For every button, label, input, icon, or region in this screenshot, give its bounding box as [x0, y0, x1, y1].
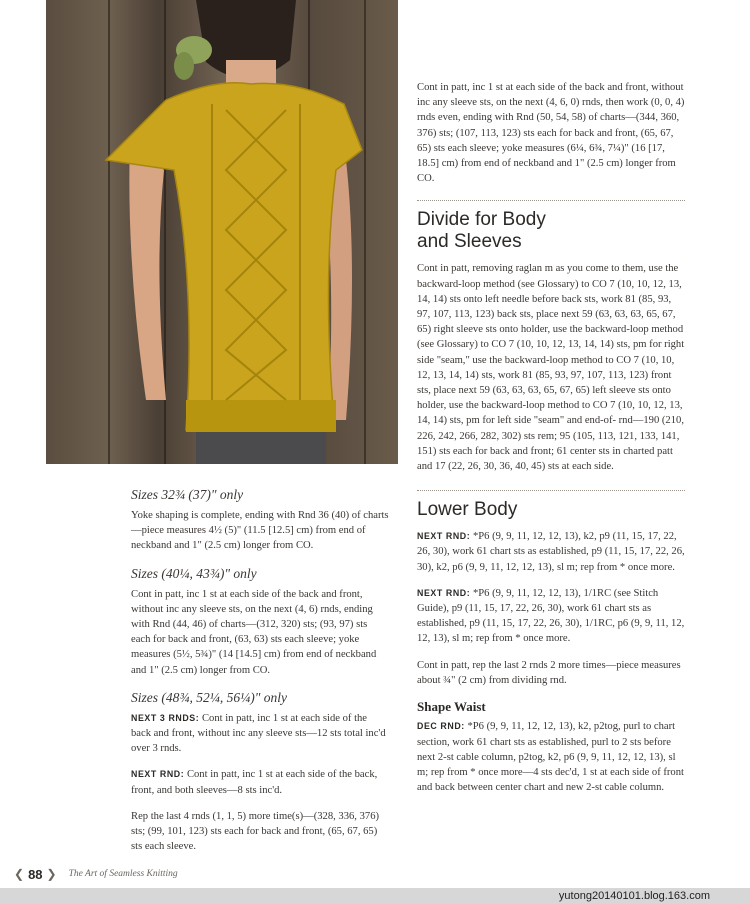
book-title: The Art of Seamless Knitting — [68, 869, 178, 879]
left-text-column — [131, 486, 389, 865]
watermark-text: yutong20140101.blog.163.com — [558, 890, 710, 902]
size-heading-small: Sizes 32¾ (37)" only — [131, 487, 244, 502]
size-medium-instructions: Cont in patt, inc 1 st at each side of the back and front, without inc any sleeve sts, on the next (4, 6) rnds, ending with Rnd (44, 46) of charts—(312, 320) sts; (93, 97) sts each for back and front, (63, 63) sts each sleeve; yoke measures (5½, 5¾)" (14 [14.5] cm) from end of neckband and 1" (2.5 cm) longer from CO. — [131, 588, 377, 676]
instruction-keyword: DEC RND: — [417, 721, 465, 732]
dec-rnd-instruction — [417, 719, 685, 795]
instruction-text: *P6 (9, 9, 11, 12, 12, 13), k2, p2tog, purl to chart section, work 61 chart sts as established, purl to 2 sts before next 2-st cable column, p2tog, k2, p6 (9, 9, 11, 12, 12, 13), sl m; rep from * once more—4 sts dec'd, 1 st at each side of front and back between center chart and new 2-st cable column. — [417, 721, 684, 794]
instruction-text: *P6 (9, 9, 11, 12, 12, 13), k2, p9 (11, 15, 17, 22, 26, 30), work 61 chart sts as established, p9 (11, 15, 17, 22, 26, 30), k2, p6 (9, 9, 11, 12, 12, 13), sl m; rep from * once more. — [417, 531, 685, 573]
right-text-column — [417, 80, 685, 806]
watermark-bar — [0, 888, 750, 904]
instruction-keyword: NEXT RND: — [417, 531, 471, 542]
intro-instructions: Cont in patt, inc 1 st at each side of the back and front, without inc any sleeve sts, on the next (4, 6, 0) rnds, then work (0, 0, 4) rnds even, ending with Rnd (50, 54, 58) of charts—(344, 360, 376) sts; (107, 113, 123) sts each for back and front, (65, 67, 65) sts each sleeve; yoke measures (6¼, 6¾, 7¼)" (16 [17, 18.5] cm) from end of neckband and 1" (2.5 cm) longer from CO. — [417, 82, 685, 185]
lower-next-rnd-1 — [417, 529, 685, 575]
sweater-illustration — [46, 0, 398, 464]
page-footer — [14, 864, 178, 884]
instruction-keyword: NEXT RND: — [417, 587, 471, 598]
shape-waist-heading: Shape Waist — [417, 699, 486, 715]
lower-next-rnd-2 — [417, 586, 685, 647]
next-rnd-instruction — [131, 767, 389, 797]
lower-repeat-instruction: Cont in patt, rep the last 2 rnds 2 more times—piece measures about ¾" (2 cm) from dividing rnd. — [417, 659, 681, 686]
divide-heading-line2: and Sleeves — [417, 231, 522, 253]
divide-heading-line1: Divide for Body — [417, 209, 546, 231]
instruction-text: Cont in patt, inc 1 st at each side of the back and front, without inc any sleeve sts—12 sts total inc'd over 3 rnds. — [131, 712, 386, 755]
ornament-right-icon: ❯ — [46, 866, 57, 881]
divide-section-heading — [417, 200, 685, 253]
size-heading-large: Sizes (48¾, 52¼, 56¼)" only — [131, 689, 288, 705]
size-heading-medium: Sizes (40¼, 43¾)" only — [131, 565, 257, 581]
ornament-left-icon: ❮ — [14, 866, 25, 881]
instruction-text: *P6 (9, 9, 11, 12, 12, 13), 1/1RC (see Stitch Guide), p9 (11, 15, 17, 22, 26, 30), work 61 chart sts as established, p9 (11, 15, 17, 22, 26, 30), 1/1RC, p6 (9, 9, 11, 12, 12, 13), sl m; rep from * once more. — [417, 587, 685, 645]
sweater-photo — [46, 0, 398, 464]
instruction-keyword: NEXT 3 RNDS: — [131, 712, 200, 723]
instruction-text: Cont in patt, inc 1 st at each side of the back, front, and both sleeves—8 sts inc'd. — [131, 769, 378, 796]
divide-instructions: Cont in patt, removing raglan m as you come to them, use the backward-loop method (see Glossary) to CO 7 (10, 10, 12, 13, 14, 14) sts onto left needle before back sts, work 81 (85, 93, 97, 107, 113, 123) back sts, place next 59 (63, 63, 63, 65, 67, 65) right sleeve sts onto holder, use the backward-loop method (see Glossary) to CO 7 (10, 10, 12, 13, 14, 14) sts, pm for right side "seam," use the backward-loop method to CO 7 (10, 10, 12, 13, 14, 14) sts, work 81 (85, 93, 97, 107, 113, 123) front sts, place next 59 (63, 63, 63, 65, 67, 65) left sleeve sts onto holder, use the backward-loop method to CO 7 (10, 10, 12, 13, 14, 14) sts, pm for left side "seam" and end-of- rnd—190 (210, 226, 242, 266, 282, 302) sts rem; 95 (105, 113, 121, 133, 141, 151) sts each for back and front; 61 center sts in charted patt and 17 (22, 26, 30, 36, 40, 45) sts at each side. — [417, 263, 685, 473]
lower-body-heading: Lower Body — [417, 490, 685, 521]
next-3-rnds-instruction — [131, 711, 389, 757]
page-number: 88 — [28, 866, 43, 882]
size-small-instructions: Yoke shaping is complete, ending with Rnd 36 (40) of charts—piece measures 4½ (5)" (11.5 [12.5] cm) from end of neckband and 1" (2.5 cm) longer from CO. — [131, 510, 389, 552]
instruction-keyword: NEXT RND: — [131, 769, 185, 780]
repeat-instruction: Rep the last 4 rnds (1, 1, 5) more time(s)—(328, 336, 376) sts; (99, 101, 123) sts each for back and front, (65, 67, 65) sts each sleeve. — [131, 810, 380, 853]
